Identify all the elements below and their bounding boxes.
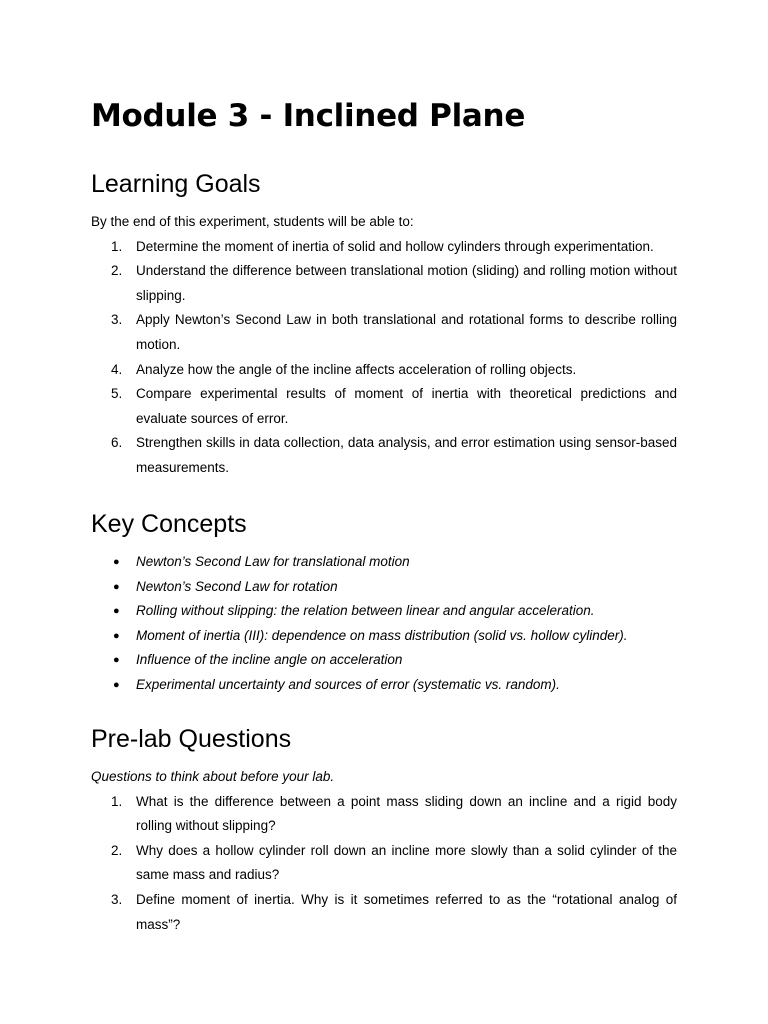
prelab-section: [91, 723, 677, 937]
list-item: [91, 431, 677, 480]
list-number: 2.: [111, 842, 123, 858]
list-item-text: Strengthen skills in data collection, data analysis, and error estimation using sensor-based measurements.: [136, 435, 677, 475]
list-item-text: Analyze how the angle of the incline affects acceleration of rolling objects.: [136, 361, 577, 377]
list-item-text: What is the difference between a point mass sliding down an incline and a rigid body rolling without slipping?: [136, 793, 677, 834]
list-item-text: Influence of the incline angle on acceleration: [136, 652, 403, 668]
list-item-text: Why does a hollow cylinder roll down an incline more slowly than a solid cylinder of the same mass and radius?: [136, 842, 677, 883]
list-number: 1.: [111, 238, 123, 254]
list-number: 5.: [111, 386, 123, 402]
bullet-icon: ●: [113, 678, 120, 691]
list-item: [91, 673, 677, 698]
list-item-text: Understand the difference between translational motion (sliding) and rolling motion without slipping.: [136, 263, 677, 303]
bullet-icon: ●: [113, 556, 120, 568]
list-item: [91, 839, 677, 888]
list-item-text: Define moment of inertia. Why is it sometimes referred to as the “rotational analog of mass”?: [136, 891, 677, 932]
list-item: [91, 382, 677, 431]
list-item-text: Rolling without slipping: the relation between linear and angular acceleration.: [136, 603, 595, 619]
list-item: [91, 235, 677, 260]
list-number: 2.: [111, 263, 123, 279]
list-item: [91, 575, 677, 600]
list-number: 1.: [111, 793, 123, 809]
bullet-icon: ●: [113, 605, 120, 618]
list-number: 4.: [111, 361, 123, 377]
list-item: [91, 259, 677, 308]
prelab-intro: Questions to think about before your lab.: [91, 769, 335, 784]
list-item-text: Determine the moment of inertia of solid and hollow cylinders through experimentation.: [136, 238, 654, 254]
prelab-list: [91, 790, 677, 938]
learning-goals-list: [91, 235, 677, 481]
list-item: [91, 599, 677, 624]
list-number: 6.: [111, 435, 123, 451]
learning-goals-section: [91, 168, 677, 481]
bullet-icon: ●: [113, 629, 120, 642]
list-item-text: Newton’s Second Law for translational motion: [136, 554, 410, 569]
list-item: [91, 550, 677, 575]
list-item: [91, 308, 677, 357]
list-item: [91, 888, 677, 937]
key-concepts-heading: Key Concepts: [91, 510, 247, 538]
learning-goals-heading: Learning Goals: [91, 170, 261, 198]
list-item: [91, 648, 677, 673]
list-item: [91, 624, 677, 649]
learning-goals-intro: By the end of this experiment, students will be able to:: [91, 214, 414, 229]
list-item-text: Experimental uncertainty and sources of error (systematic vs. random).: [136, 676, 560, 692]
list-item-text: Newton’s Second Law for rotation: [136, 578, 338, 594]
list-item: [91, 358, 677, 383]
bullet-icon: ●: [113, 654, 120, 667]
prelab-heading: Pre-lab Questions: [91, 725, 292, 753]
list-item-text: Apply Newton’s Second Law in both translational and rotational forms to describe rolling motion.: [136, 312, 677, 352]
document-title: Module 3 - Inclined Plane: [91, 98, 526, 134]
key-concepts-list: [91, 550, 677, 698]
list-item-text: Moment of inertia (III): dependence on mass distribution (solid vs. hollow cylinder).: [136, 627, 628, 643]
list-number: 3.: [111, 312, 123, 328]
key-concepts-section: [91, 508, 677, 698]
list-item: [91, 790, 677, 839]
list-item-text: Compare experimental results of moment of inertia with theoretical predictions and evaluate sources of error.: [136, 386, 677, 426]
bullet-icon: ●: [113, 580, 120, 593]
list-number: 3.: [111, 891, 123, 907]
